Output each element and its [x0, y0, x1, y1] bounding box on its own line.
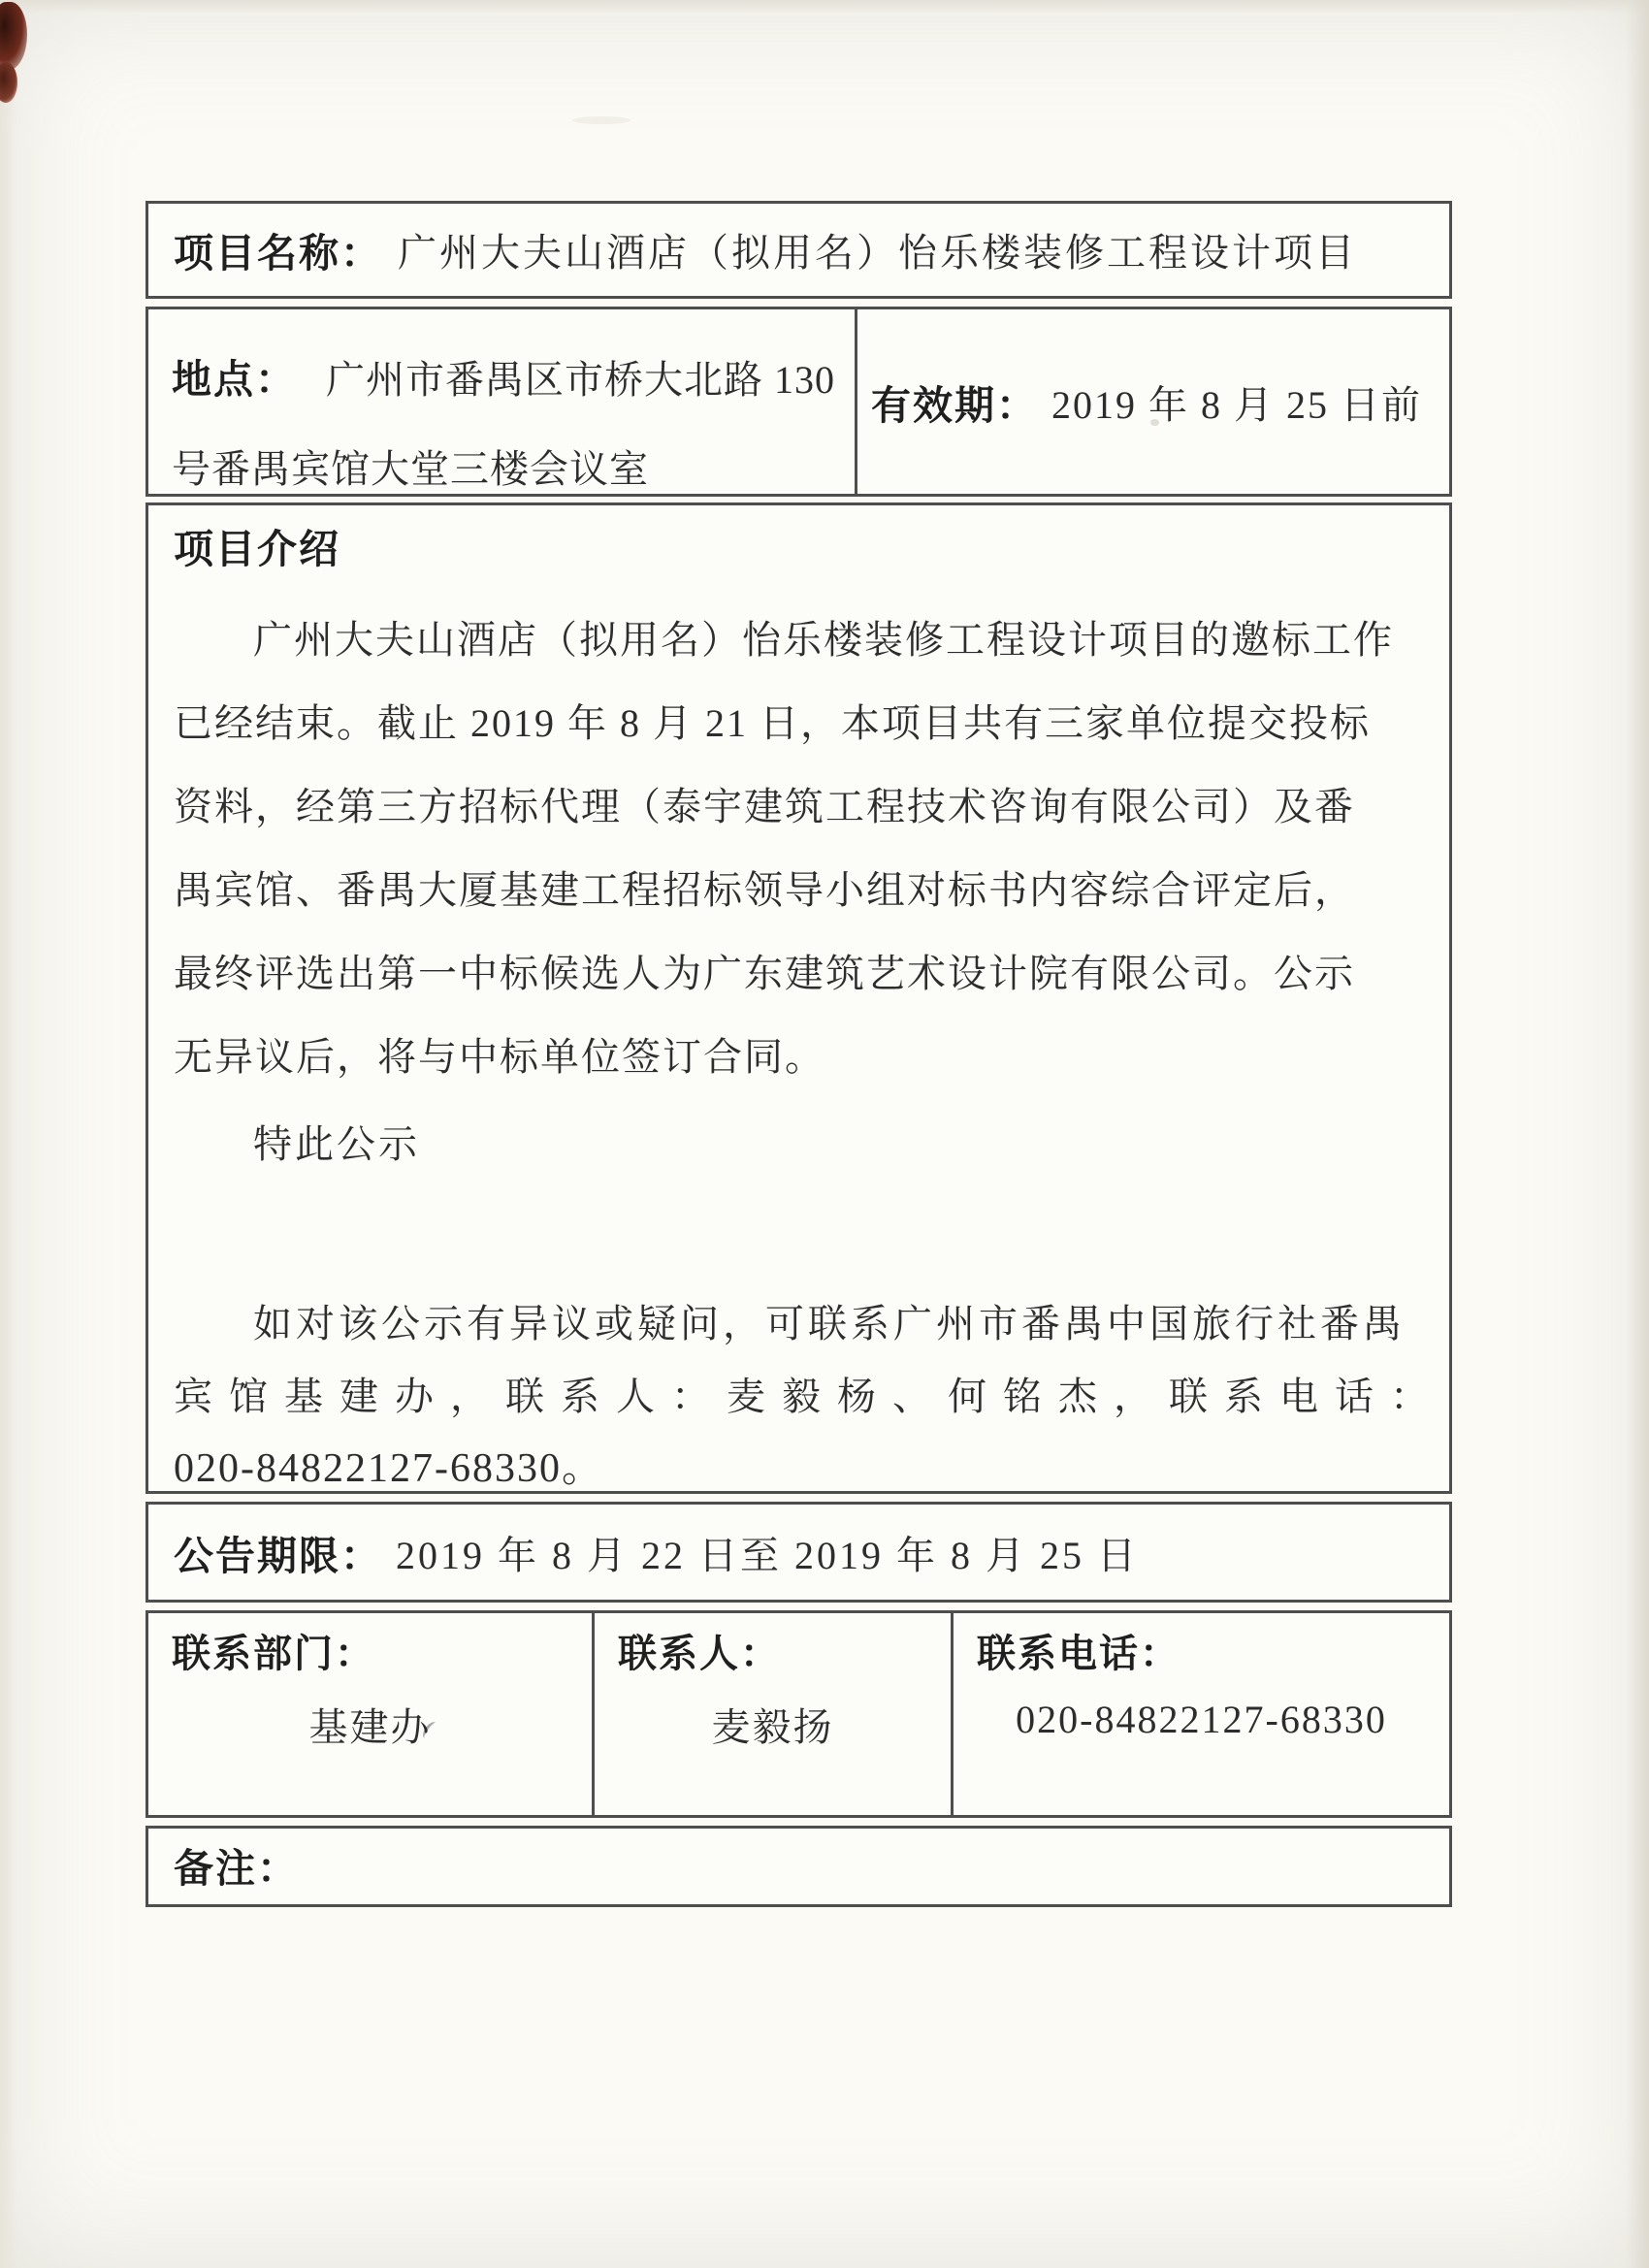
contact-person-value: 麦毅扬	[711, 1705, 834, 1749]
text-line: 已经结束。截止 2019 年 8 月 21 日，本项目共有三家单位提交投标	[174, 701, 1371, 745]
contact-department-cell	[148, 1613, 595, 1815]
contact-phone-label: 联系电话：	[977, 1633, 1180, 1675]
intro-paragraph-2	[174, 1287, 1445, 1506]
text-line: 广州大夫山酒店（拟用名）怡乐楼装修工程设计项目的邀标工作	[253, 618, 1394, 662]
intro-p2-line3: 020-84822127-68330。	[174, 1446, 604, 1491]
intro-p2-line2: 宾馆基建办，联系人：麦毅杨、何铭杰，联系电话：	[174, 1375, 1445, 1418]
intro-p2-line1: 如对该公示有异议或疑问，可联系广州市番禺中国旅行社番禺	[253, 1302, 1406, 1345]
announcement-period-label: 公告期限：	[174, 1533, 382, 1578]
text-line: 无异议后，将与中标单位签订合同。	[174, 1035, 825, 1079]
intro-paragraph-1	[174, 599, 1425, 1099]
validity-label: 有效期：	[871, 382, 1038, 428]
contact-phone-cell	[954, 1613, 1449, 1815]
project-name-value: 广州大夫山酒店（拟用名）怡乐楼装修工程设计项目	[398, 231, 1357, 275]
location-cell	[148, 309, 857, 494]
scan-edge-shadow-top	[0, 0, 1649, 14]
project-intro-header: 项目介绍	[174, 527, 340, 571]
scan-speck-2	[572, 116, 630, 124]
location-line-1	[172, 335, 835, 425]
intro-closing-line: 特此公示	[253, 1122, 420, 1166]
contact-person-cell	[595, 1613, 954, 1815]
contact-department-label: 联系部门：	[172, 1633, 375, 1675]
contact-phone-value: 020-84822127-68330	[1016, 1698, 1387, 1741]
location-label: 地点：	[172, 357, 297, 402]
scan-edge-shadow-right	[1626, 0, 1649, 2268]
contact-department-value: 基建办	[308, 1705, 432, 1749]
text-line: 最终评选出第一中标候选人为广东建筑艺术设计院有限公司。公示	[174, 952, 1355, 995]
location-value-line1: 广州市番禺区市桥大北路 130	[326, 358, 835, 402]
remarks-row	[146, 1826, 1452, 1907]
text-line: 资料，经第三方招标代理（泰宇建筑工程技术咨询有限公司）及番	[174, 785, 1355, 828]
project-name-label: 项目名称：	[174, 231, 382, 275]
announcement-period-value: 2019 年 8 月 22 日至 2019 年 8 月 25 日	[396, 1533, 1139, 1577]
project-name-row	[146, 201, 1452, 299]
remarks-label: 备注：	[174, 1846, 299, 1891]
validity-cell	[857, 309, 1449, 494]
location-value-line2: 号番禺宾馆大堂三楼会议室	[172, 447, 649, 491]
scan-edge-shadow-left	[0, 0, 17, 2268]
text-line: 禺宾馆、番禺大厦基建工程招标领导小组对标书内容综合评定后，	[174, 868, 1355, 912]
contact-person-label: 联系人：	[618, 1633, 781, 1675]
contacts-row	[146, 1610, 1452, 1818]
location-validity-row	[146, 307, 1452, 497]
project-intro-section	[146, 502, 1452, 1494]
validity-value: 2019 年 8 月 25 日前	[1051, 382, 1422, 427]
announcement-period-row	[146, 1502, 1452, 1603]
